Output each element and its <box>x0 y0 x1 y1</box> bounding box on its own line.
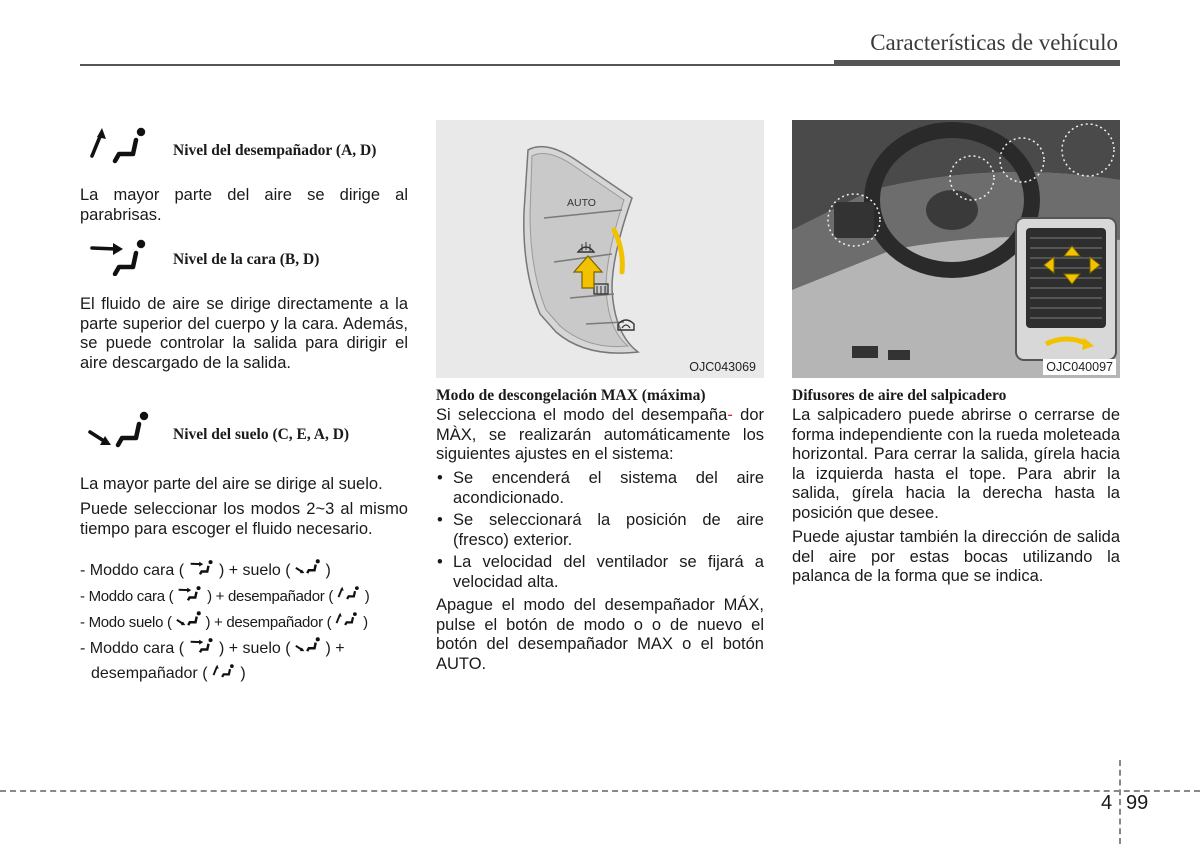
face-mode-icon <box>189 558 215 584</box>
auto-button-label: AUTO <box>567 197 596 209</box>
header-rule <box>80 64 834 66</box>
air-vents-para2: Puede ajustar también la dirección de salida del aire por estas bocas utilizando la palanca de la forma que se indica. <box>792 528 1120 585</box>
mode-combo-text: ) + <box>325 640 345 658</box>
defrost-text: La mayor parte del aire se dirige al parabrisas. <box>80 186 408 224</box>
mode-combo-text: - Moddo cara ( <box>80 562 185 580</box>
defrost-mode-icon <box>88 126 152 164</box>
face-mode-icon <box>189 636 215 662</box>
air-vents-para1: La salpicadero puede abrirse o cerrarse de forma independiente con la rueda moleteada horizontal. Para cerrar la salida, gírela hacia la izquierda hasta el tope. Para abrir la salida, gírela hacia la derecha hasta la posición que desee. <box>792 406 1120 522</box>
face-heading: Nivel de la cara (B, D) <box>173 251 320 268</box>
mode-combo-text: ) <box>325 562 331 580</box>
floor-text: La mayor parte del aire se dirige al suelo. <box>80 475 383 493</box>
mode-combo-text: ) <box>240 665 246 683</box>
climate-panel-illustration <box>436 120 764 378</box>
mode-combo-text: ) <box>363 614 368 632</box>
figure-code: OJC040097 <box>1043 359 1116 375</box>
mode-combo-3 <box>80 610 410 636</box>
mode-combo-text: - Moddo cara ( <box>80 640 185 658</box>
select-modes-text: Puede seleccionar los modos 2~3 al mismo tiempo para escoger el fluido necesario. <box>80 500 408 538</box>
page-number: 99 <box>1126 792 1149 814</box>
mode-combo-text: ) <box>364 588 370 605</box>
mode-combo-4 <box>80 636 410 662</box>
mode-combo-1 <box>80 558 410 584</box>
mode-combo-2 <box>80 584 410 610</box>
footer-divider <box>1119 760 1121 844</box>
dashboard-photo-illustration <box>792 120 1120 378</box>
floor-mode-icon <box>295 636 321 662</box>
header-rule-thick <box>834 60 1120 66</box>
mode-combo-text: - Modo suelo ( <box>80 614 172 632</box>
floor-mode-icon <box>88 410 152 450</box>
face-mode-icon <box>88 236 152 276</box>
intro-hyphen: - <box>727 406 733 424</box>
mode-combo-text: ) + desempañador ( <box>205 614 332 632</box>
footer-rule <box>0 790 1200 792</box>
intro-text-cont: dor MÀX, se realizarán automáticamente los siguientes ajustes en el sistema: <box>436 406 764 463</box>
list-item: • La velocidad del ventilador se fijará a velocidad alta. <box>436 553 764 592</box>
mode-combo-text: ) + desempañador ( <box>207 588 334 605</box>
mode-combo-text: ) + suelo ( <box>218 640 291 658</box>
dashboard-vent-figure <box>792 120 1120 378</box>
floor-mode-icon <box>176 610 202 636</box>
mode-combo-text: desempañador ( <box>91 665 208 683</box>
defrost-mode-icon <box>212 662 236 686</box>
max-defrost-outro: Apague el modo del desempañador MÁX, pulse el botón de modo o o de nuevo el botón del desempañador MAX o el botón AUTO. <box>436 596 764 673</box>
air-vents-heading: Difusores de aire del salpicadero <box>792 387 1007 404</box>
defrost-mode-icon <box>337 584 361 610</box>
floor-mode-icon <box>295 558 321 584</box>
mode-combination-list <box>80 558 410 686</box>
mode-combo-text: - Moddo cara ( <box>80 588 174 605</box>
mode-combo-text: ) + suelo ( <box>218 562 291 580</box>
face-text: El fluido de aire se dirige directamente a la parte superior del cuerpo y la cara. Además, se puede controlar la salida para dirigir el aire descargado de la salida. <box>80 295 408 372</box>
chapter-number: 4 <box>1101 792 1113 814</box>
list-item: • Se encenderá el sistema del aire acondicionado. <box>436 469 764 508</box>
page-header-title: Características de vehículo <box>870 30 1118 55</box>
floor-heading: Nivel del suelo (C, E, A, D) <box>173 426 350 443</box>
climate-panel-figure <box>436 120 764 378</box>
mode-combo-4-cont <box>80 662 410 686</box>
figure-code: OJC043069 <box>689 360 756 374</box>
defrost-mode-icon <box>335 610 359 636</box>
intro-text: Si selecciona el modo del desempaña <box>436 406 728 424</box>
max-defrost-list <box>436 469 764 592</box>
max-defrost-heading: Modo de descongelación MAX (máxima) <box>436 387 706 404</box>
defrost-heading: Nivel del desempañador (A, D) <box>173 142 377 159</box>
face-mode-icon <box>177 584 203 610</box>
list-item: • Se seleccionará la posición de aire (fresco) exterior. <box>436 511 764 550</box>
max-defrost-intro <box>436 406 764 465</box>
